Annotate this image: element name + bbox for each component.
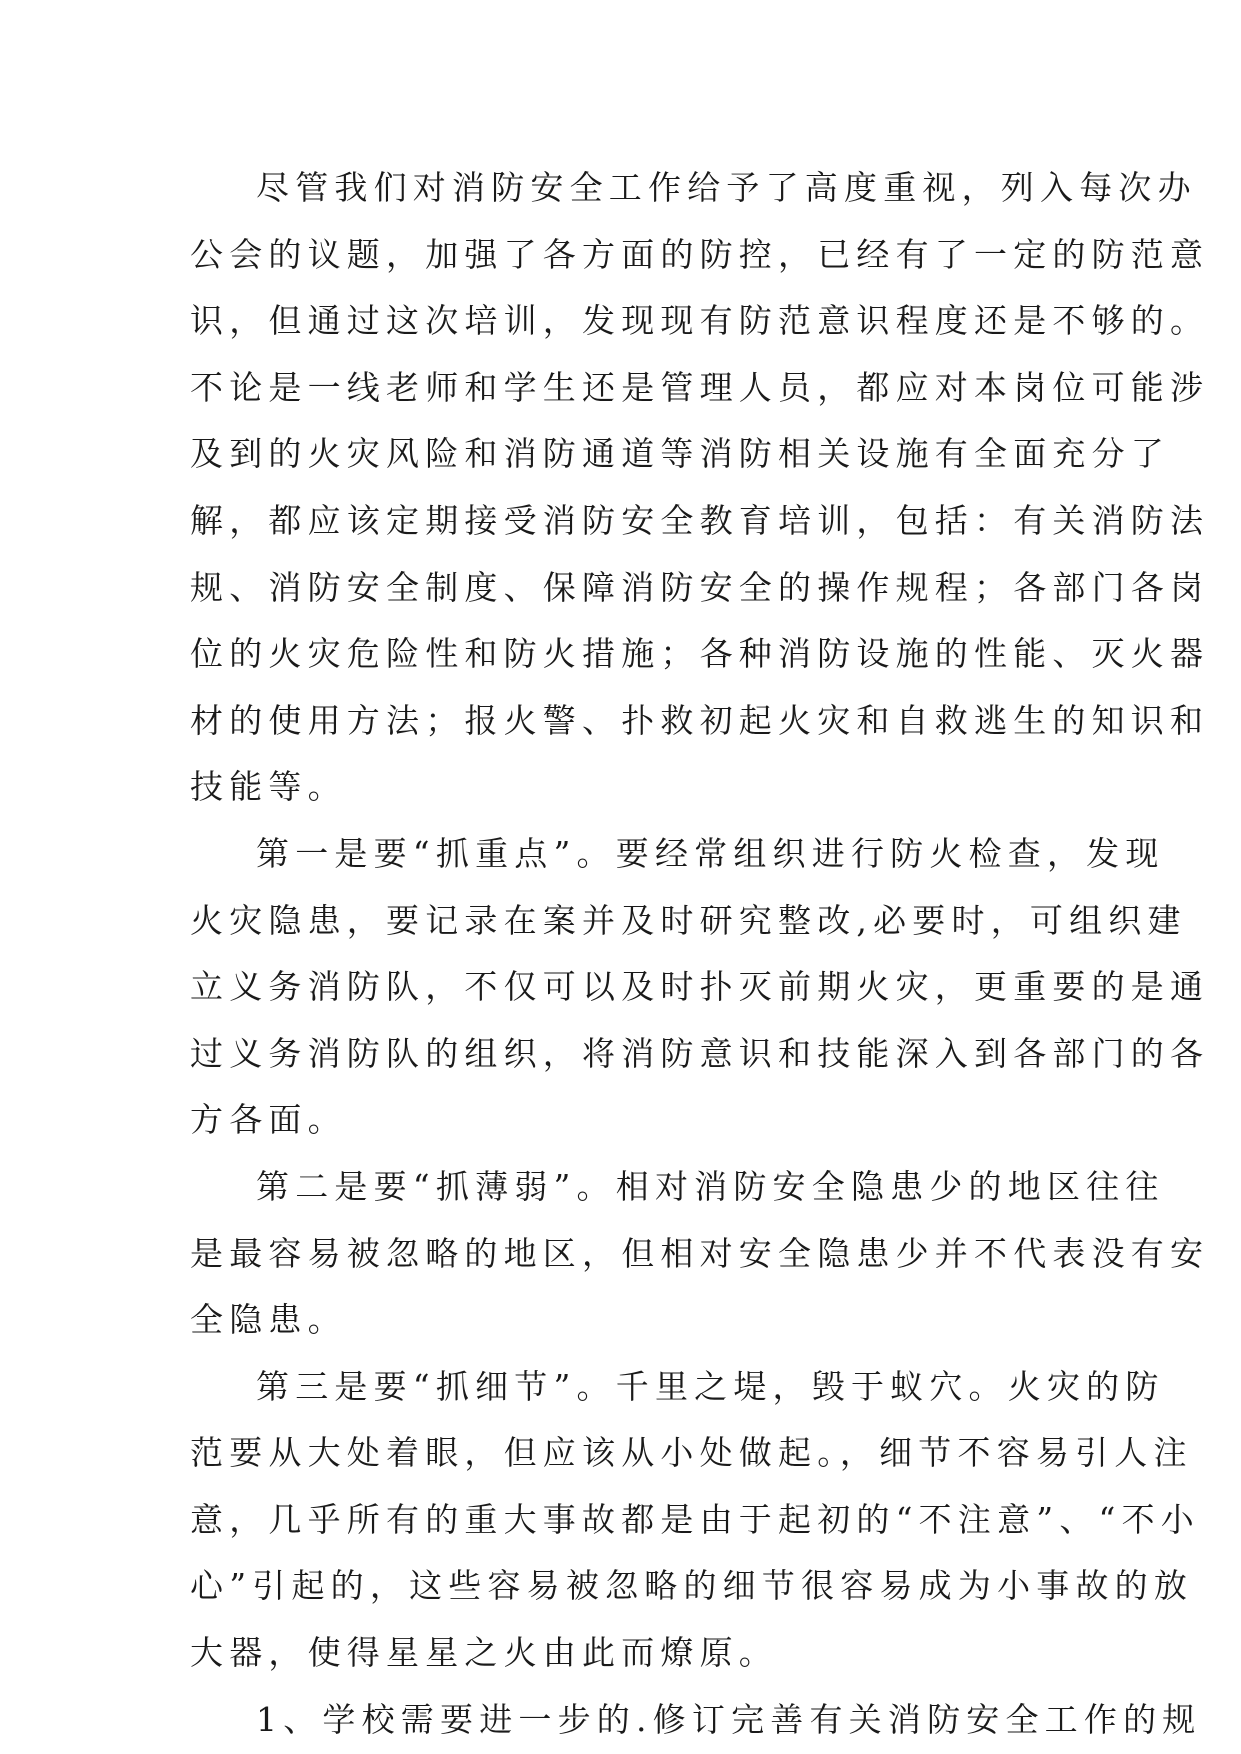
paragraph-1-line-5: 及到的火灾风险和消防通道等消防相关设施有全面充分了: [190, 434, 1170, 474]
paragraph-1-line-1: 尽管我们对消防安全工作给予了高度重视，列入每次办: [256, 168, 1197, 207]
paragraph-1-line-2: 公会的议题，加强了各方面的防控，已经有了一定的防范意: [190, 234, 1210, 274]
paragraph-1-line-8: 位的火灾危险性和防火措施；各种消防设施的性能、灭火器: [190, 634, 1210, 674]
paragraph-1-line-4: 不论是一线老师和学生还是管理人员，都应对本岗位可能涉: [190, 367, 1210, 407]
paragraph-1-line-10: 技能等。: [190, 767, 347, 807]
paragraph-4-line-2: 范要从大处着眼，但应该从小处做起。，细节不容易引人注: [190, 1433, 1193, 1473]
paragraph-1-line-7: 规、消防安全制度、保障消防安全的操作规程；各部门各岗: [190, 567, 1210, 607]
paragraph-4-line-1: 第三是要“抓细节”。千里之堤，毁于蚁穴。火灾的防: [256, 1366, 1165, 1406]
paragraph-4-line-4: 心”引起的，这些容易被忽略的细节很容易成为小事故的放: [190, 1566, 1194, 1606]
document-body: [190, 155, 1210, 1753]
paragraph-1-line-3: 识，但通过这次培训，发现现有防范意识程度还是不够的。: [190, 301, 1210, 341]
paragraph-1-line-6: 解，都应该定期接受消防安全教育培训，包括：有关消防法: [190, 500, 1210, 540]
paragraph-4-line-3: 意，几乎所有的重大事故都是由于起初的“不注意”、“不小: [190, 1499, 1201, 1539]
paragraph-3-line-1: 第二是要“抓薄弱”。相对消防安全隐患少的地区往往: [256, 1166, 1165, 1206]
paragraph-5-line-1: 1、学校需要进一步的.修订完善有关消防安全工作的规: [256, 1699, 1202, 1739]
paragraph-2-line-2: 火灾隐患，要记录在案并及时研究整改,必要时，可组织建: [190, 900, 1187, 940]
paragraph-2-line-1: 第一是要“抓重点”。要经常组织进行防火检查，发现: [256, 833, 1165, 873]
paragraph-3-line-2: 是最容易被忽略的地区，但相对安全隐患少并不代表没有安: [190, 1233, 1210, 1273]
paragraph-1-line-9: 材的使用方法；报火警、扑救初起火灾和自救逃生的知识和: [190, 700, 1210, 740]
paragraph-2-line-3: 立义务消防队，不仅可以及时扑灭前期火灾，更重要的是通: [190, 967, 1210, 1007]
paragraph-4-line-5: 大器，使得星星之火由此而燎原。: [190, 1633, 778, 1673]
paragraph-2-line-5: 方各面。: [190, 1100, 347, 1140]
paragraph-2-line-4: 过义务消防队的组织，将消防意识和技能深入到各部门的各: [190, 1033, 1210, 1073]
paragraph-3-line-3: 全隐患。: [190, 1300, 347, 1340]
